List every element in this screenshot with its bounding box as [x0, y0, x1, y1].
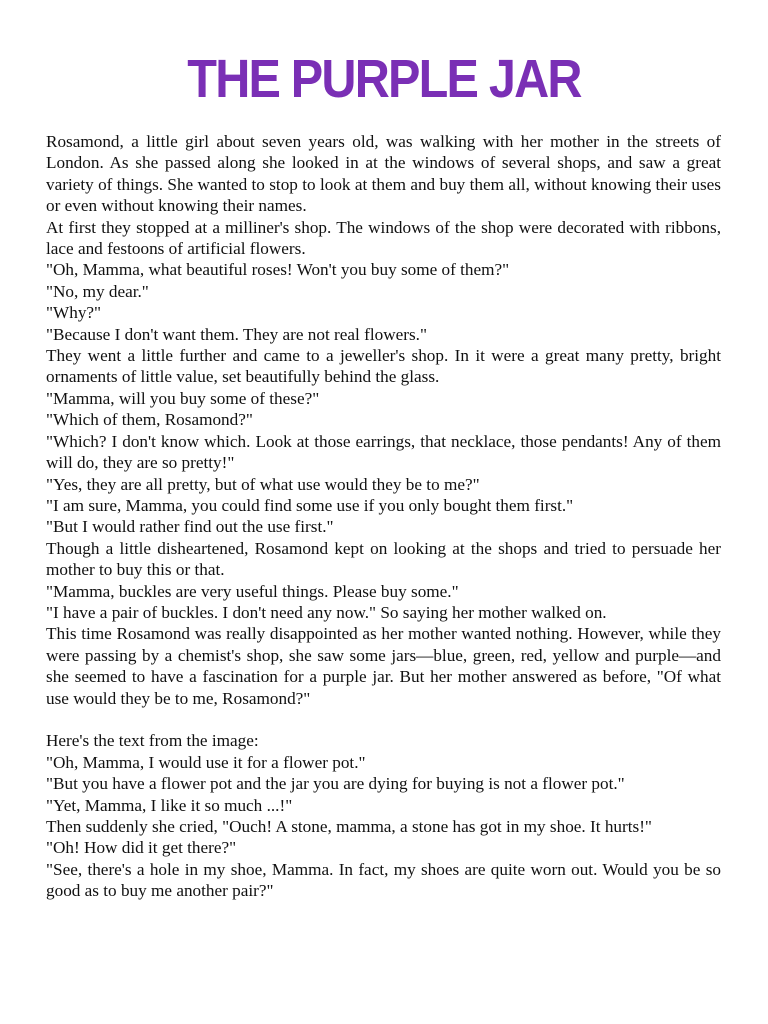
- paragraph: They went a little further and came to a jeweller's shop. In it were a great many pretty, bright ornaments of little value, set beautifully behind the glass.: [46, 346, 721, 387]
- page-title: THE PURPLE JAR: [187, 49, 581, 109]
- paragraph: "No, my dear.": [46, 281, 149, 301]
- paragraph: Though a little disheartened, Rosamond kept on looking at the shops and tried to persuade her mother to buy this or that.: [46, 538, 721, 580]
- paragraph: "Which? I don't know which. Look at those earrings, that necklace, those pendants! Any of them will do, they are so pretty!": [46, 431, 721, 473]
- paragraph: Rosamond, a little girl about seven years old, was walking with her mother in the streets of London. As she passed along she looked in at the windows of several shops, and saw a great variety of things. She wanted to stop to look at them and buy them all, without knowing their uses or even without knowing their names.: [46, 132, 721, 216]
- paragraph: "But you have a flower pot and the jar you are dying for buying is not a flower pot.": [46, 774, 625, 794]
- paragraph: "Because I don't want them. They are not real flowers.": [46, 324, 427, 344]
- paragraph: "Oh, Mamma, what beautiful roses! Won't you buy some of them?": [46, 260, 510, 280]
- paragraph: Then suddenly she cried, "Ouch! A stone, mamma, a stone has got in my shoe. It hurts!": [46, 816, 652, 836]
- paragraph: "Why?": [46, 303, 102, 323]
- paragraph: "Yet, Mamma, I like it so much ...!": [46, 795, 293, 815]
- story-body: [46, 131, 721, 902]
- paragraph: "But I would rather find out the use first.": [46, 517, 334, 537]
- paragraph: At first they stopped at a milliner's shop. The windows of the shop were decorated with ribbons, lace and festoons of artificial flowers.: [46, 217, 721, 259]
- paragraph: "Mamma, will you buy some of these?": [46, 388, 320, 408]
- paragraph: "Yes, they are all pretty, but of what use would they be to me?": [46, 474, 480, 494]
- paragraph: "Mamma, buckles are very useful things. Please buy some.": [46, 581, 459, 601]
- paragraph: "Oh, Mamma, I would use it for a flower pot.": [46, 752, 366, 772]
- paragraph: Here's the text from the image:: [46, 731, 259, 751]
- paragraph: "Which of them, Rosamond?": [46, 410, 253, 430]
- paragraph: "See, there's a hole in my shoe, Mamma. In fact, my shoes are quite worn out. Would you be so good as to buy me another pair?": [46, 859, 721, 901]
- paragraph-gap: [46, 709, 721, 730]
- paragraph: "I have a pair of buckles. I don't need any now." So saying her mother walked on.: [46, 602, 607, 622]
- paragraph: This time Rosamond was really disappointed as her mother wanted nothing. However, while they were passing by a chemist's shop, she saw some jars—blue, green, red, yellow and purple—and she seemed to have a fascination for a purple jar. But her mother answered as before, "Of what use would they be to me, Rosamond?": [46, 624, 721, 708]
- paragraph: "I am sure, Mamma, you could find some use if you only bought them first.": [46, 495, 574, 515]
- paragraph: "Oh! How did it get there?": [46, 838, 237, 858]
